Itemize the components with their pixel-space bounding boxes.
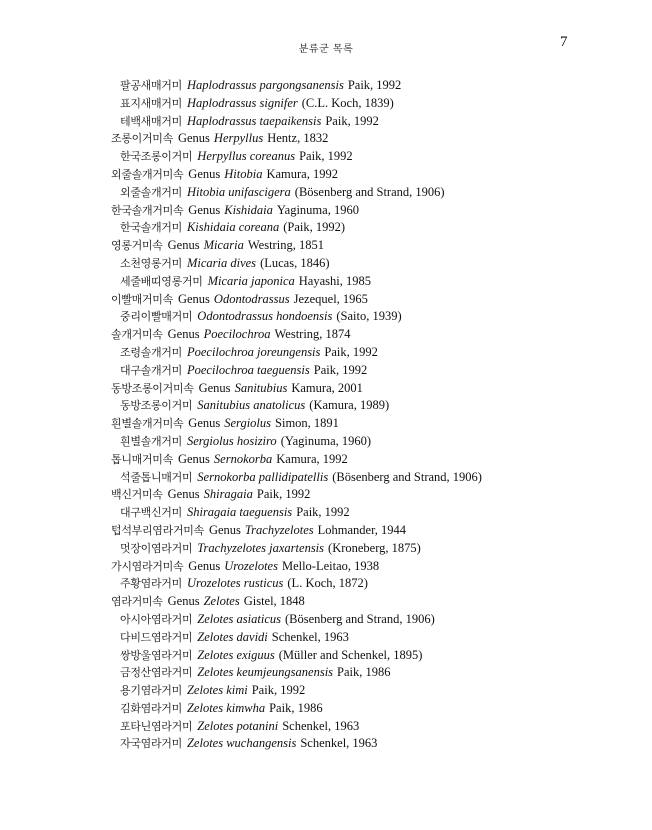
species-entry	[111, 308, 631, 326]
korean-name: 외줄솔개거미	[120, 185, 182, 199]
scientific-name: Haplodrassus signifer	[186, 95, 298, 110]
korean-name: 솔개거미속	[111, 328, 163, 342]
species-entry	[111, 575, 631, 593]
genus-word: Genus	[167, 487, 200, 502]
author-citation: Hayashi, 1985	[298, 273, 371, 288]
author-citation: Simon, 1891	[275, 416, 339, 431]
scientific-name: Sergiolus hosiziro	[186, 433, 277, 448]
korean-name: 금정산염라거미	[120, 666, 193, 680]
species-entry	[111, 148, 631, 166]
author-citation: Mello-Leitao, 1938	[281, 558, 380, 573]
genus-word: Genus	[177, 131, 210, 146]
korean-name: 다비드염라거미	[120, 630, 193, 644]
author-citation: (Kroneberg, 1875)	[328, 540, 421, 555]
korean-name: 동방조롱이거미속	[111, 381, 194, 395]
scientific-name: Zelotes davidi	[197, 629, 268, 644]
scientific-name: Poecilochroa joreungensis	[186, 344, 321, 359]
scientific-name: Urozelotes rusticus	[186, 576, 284, 591]
species-entry	[111, 219, 631, 237]
species-entry	[111, 682, 631, 700]
genus-entry	[111, 291, 631, 309]
genus-entry	[111, 522, 631, 540]
korean-name: 톱니매거미속	[111, 452, 173, 466]
scientific-name: Zelotes kimwha	[186, 700, 266, 715]
korean-name: 흰별솔개거미속	[111, 417, 184, 431]
author-citation: Paik, 1992	[313, 362, 368, 377]
species-entry	[111, 344, 631, 362]
species-entry	[111, 113, 631, 131]
scientific-name: Trachyzelotes jaxartensis	[197, 540, 325, 555]
scientific-name: Kishidaia	[224, 202, 273, 217]
species-entry	[111, 700, 631, 718]
species-entry	[111, 664, 631, 682]
scientific-name: Sernokorba pallidipatellis	[197, 469, 329, 484]
scientific-name: Sanitubius anatolicus	[197, 398, 306, 413]
scientific-name: Zelotes asiaticus	[197, 611, 281, 626]
korean-name: 자국염라거미	[120, 737, 182, 751]
author-citation: (Bösenberg and Strand, 1906)	[294, 184, 445, 199]
scientific-name: Poecilochroa	[203, 327, 271, 342]
scientific-name: Zelotes keumjeungsanensis	[197, 665, 334, 680]
korean-name: 김화염라거미	[120, 701, 182, 715]
korean-name: 백신거미속	[111, 488, 163, 502]
korean-name: 한국솔개거미	[120, 221, 182, 235]
scientific-name: Zelotes potanini	[197, 718, 279, 733]
scientific-name: Sergiolus	[224, 416, 272, 431]
author-citation: Gistel, 1848	[243, 594, 305, 609]
korean-name: 표지새매거미	[120, 96, 182, 110]
genus-entry	[111, 415, 631, 433]
running-header-title: 분류군 목록	[298, 44, 354, 55]
korean-name: 주황염라거미	[120, 577, 182, 591]
genus-word: Genus	[188, 558, 221, 573]
korean-name: 텁석부리염라거미속	[111, 523, 204, 537]
scientific-name: Trachyzelotes	[244, 522, 314, 537]
korean-name: 한국솔개거미속	[111, 203, 184, 217]
genus-word: Genus	[198, 380, 231, 395]
author-citation: Kamura, 1992	[266, 166, 338, 181]
genus-word: Genus	[188, 166, 221, 181]
author-citation: Lohmander, 1944	[317, 522, 407, 537]
author-citation: Westring, 1874	[274, 327, 351, 342]
korean-name: 가시염라거미속	[111, 559, 184, 573]
species-entry	[111, 77, 631, 95]
genus-word: Genus	[167, 238, 200, 253]
author-citation: (Paik, 1992)	[283, 220, 346, 235]
author-citation: Hentz, 1832	[267, 131, 329, 146]
korean-name: 한국조롱이거미	[120, 150, 193, 164]
scientific-name: Kishidaia coreana	[186, 220, 280, 235]
korean-name: 포타닌염라거미	[120, 719, 193, 733]
scientific-name: Poecilochroa taeguensis	[186, 362, 310, 377]
species-entry	[111, 397, 631, 415]
scientific-name: Hitobia unifascigera	[186, 184, 291, 199]
author-citation: Paik, 1986	[269, 700, 323, 715]
scientific-name: Haplodrassus taepaikensis	[186, 113, 322, 128]
scientific-name: Hitobia	[224, 166, 263, 181]
genus-entry	[111, 202, 631, 220]
korean-name: 세줄배띠영롱거미	[120, 274, 203, 288]
genus-word: Genus	[167, 594, 200, 609]
genus-entry	[111, 237, 631, 255]
species-entry	[111, 184, 631, 202]
scientific-name: Odontodrassus	[213, 291, 290, 306]
author-citation: (C.L. Koch, 1839)	[301, 95, 394, 110]
korean-name: 쌍방울염라거미	[120, 648, 193, 662]
genus-entry	[111, 593, 631, 611]
scientific-name: Herpyllus	[213, 131, 264, 146]
korean-name: 테백새매거미	[120, 114, 182, 128]
korean-name: 이빨매거미속	[111, 292, 173, 306]
author-citation: Schenkel, 1963	[271, 629, 349, 644]
species-entry	[111, 718, 631, 736]
author-citation: Paik, 1992	[347, 78, 402, 92]
genus-entry	[111, 380, 631, 398]
genus-entry	[111, 326, 631, 344]
korean-name: 대구백신거미	[120, 506, 182, 520]
korean-name: 멋장이염라거미	[120, 541, 193, 555]
korean-name: 조롱이거미속	[111, 132, 173, 146]
author-citation: Schenkel, 1963	[300, 736, 378, 751]
author-citation: Paik, 1986	[337, 665, 391, 680]
genus-word: Genus	[177, 291, 210, 306]
author-citation: Paik, 1992	[299, 149, 353, 164]
author-citation: (Kamura, 1989)	[309, 398, 390, 413]
author-citation: Paik, 1992	[251, 683, 306, 698]
korean-name: 조령솔개거미	[120, 345, 182, 359]
author-citation: (Müller and Schenkel, 1895)	[278, 647, 423, 662]
author-citation: Paik, 1992	[325, 113, 379, 128]
korean-name: 아시아염라거미	[120, 612, 193, 626]
author-citation: Yaginuma, 1960	[276, 202, 359, 217]
species-entry	[111, 611, 631, 629]
author-citation: Kamura, 1992	[276, 451, 348, 466]
author-citation: (Bösenberg and Strand, 1906)	[332, 469, 482, 484]
taxon-list	[111, 77, 631, 753]
scientific-name: Haplodrassus pargongsanensis	[186, 78, 344, 92]
author-citation: (Bösenberg and Strand, 1906)	[284, 611, 435, 626]
author-citation: Schenkel, 1963	[282, 718, 360, 733]
genus-word: Genus	[188, 416, 221, 431]
scientific-name: Zelotes	[203, 594, 240, 609]
page-number: 7	[560, 34, 568, 50]
species-entry	[111, 647, 631, 665]
scientific-name: Sernokorba	[213, 451, 273, 466]
scientific-name: Micaria dives	[186, 255, 257, 270]
korean-name: 대구솔개거미	[120, 363, 182, 377]
scientific-name: Urozelotes	[224, 558, 278, 573]
author-citation: Paik, 1992	[324, 344, 378, 359]
species-entry	[111, 735, 631, 753]
author-citation: Paik, 1992	[296, 505, 350, 520]
species-entry	[111, 362, 631, 380]
author-citation: Kamura, 2001	[291, 380, 363, 395]
species-entry	[111, 433, 631, 451]
scientific-name: Micaria japonica	[207, 273, 295, 288]
author-citation: (Saito, 1939)	[336, 309, 402, 324]
author-citation: (L. Koch, 1872)	[287, 576, 368, 591]
author-citation: Westring, 1851	[247, 238, 324, 253]
scientific-name: Zelotes wuchangensis	[186, 736, 297, 751]
korean-name: 영롱거미속	[111, 239, 163, 253]
genus-word: Genus	[177, 451, 210, 466]
author-citation: (Yaginuma, 1960)	[280, 433, 372, 448]
genus-word: Genus	[188, 202, 221, 217]
genus-entry	[111, 166, 631, 184]
species-entry	[111, 255, 631, 273]
scientific-name: Micaria	[203, 238, 244, 253]
scientific-name: Herpyllus coreanus	[197, 149, 296, 164]
korean-name: 중리이빨매거미	[120, 310, 193, 324]
species-entry	[111, 95, 631, 113]
species-entry	[111, 504, 631, 522]
korean-name: 염라거미속	[111, 595, 163, 609]
species-entry	[111, 469, 631, 487]
genus-entry	[111, 558, 631, 576]
species-entry	[111, 540, 631, 558]
korean-name: 외줄솔개거미속	[111, 167, 184, 181]
scientific-name: Zelotes exiguus	[197, 647, 275, 662]
genus-word: Genus	[208, 522, 241, 537]
korean-name: 동방조롱이거미	[120, 399, 193, 413]
author-citation: Paik, 1992	[256, 487, 311, 502]
scientific-name: Shiragaia taeguensis	[186, 505, 293, 520]
genus-entry	[111, 130, 631, 148]
korean-name: 용기염라거미	[120, 684, 182, 698]
scientific-name: Odontodrassus hondoensis	[197, 309, 333, 324]
genus-entry	[111, 451, 631, 469]
author-citation: (Lucas, 1846)	[260, 255, 330, 270]
genus-word: Genus	[167, 327, 200, 342]
korean-name: 팔공새매거미	[120, 79, 182, 92]
korean-name: 소천영롱거미	[120, 256, 182, 270]
scientific-name: Shiragaia	[203, 487, 253, 502]
species-entry	[111, 273, 631, 291]
korean-name: 흰별솔개거미	[120, 434, 182, 448]
scientific-name: Zelotes kimi	[186, 683, 248, 698]
species-entry	[111, 629, 631, 647]
author-citation: Jezequel, 1965	[293, 291, 368, 306]
scientific-name: Sanitubius	[234, 380, 288, 395]
korean-name: 석줄톱니매거미	[120, 470, 193, 484]
genus-entry	[111, 486, 631, 504]
